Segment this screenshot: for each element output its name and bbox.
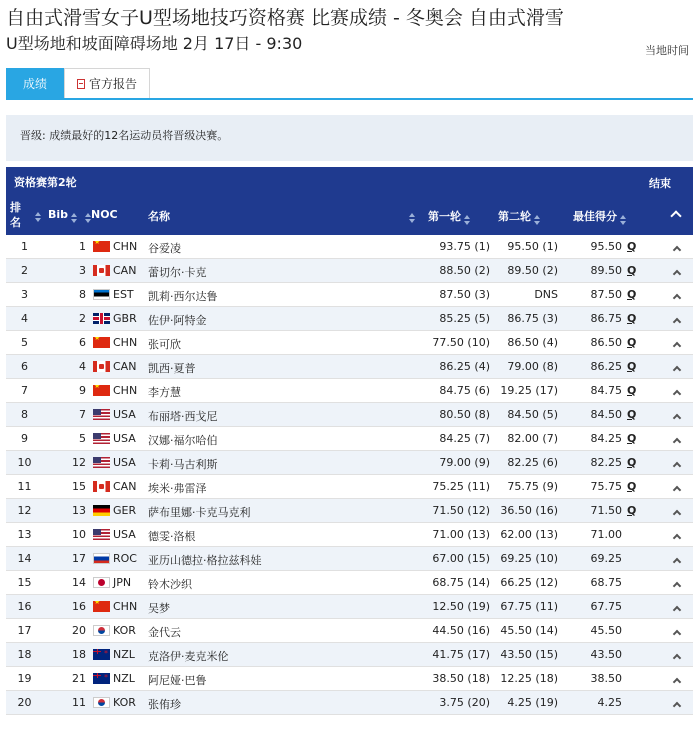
athlete-name[interactable]: 李方慧 [148,386,181,399]
round-title: 资格赛第2轮 [14,176,77,189]
flag-est-icon [93,289,110,300]
bib-cell: 20 [72,624,86,637]
athlete-name[interactable]: 克洛伊·麦克米伦 [148,650,229,663]
noc-cell: USA [113,408,136,421]
rank-cell: 20 [17,696,32,709]
rank-cell: 3 [21,288,28,301]
rank-cell: 2 [21,264,28,277]
qualified-badge: Q [627,288,637,301]
flag-can-icon [93,265,110,276]
best-score: 43.50 [590,648,622,661]
flag-chn-icon [93,601,110,612]
run1-score: 86.25 (4) [439,360,490,373]
row-collapse-icon[interactable] [674,651,680,664]
run2-score: DNS [534,288,558,301]
col-best-label: 最佳得分 [573,210,617,223]
bib-cell: 3 [79,264,86,277]
bib-cell: 16 [72,600,86,613]
best-score: 86.75 [590,312,622,325]
run1-score: 68.75 (14) [432,576,490,589]
row-collapse-icon[interactable] [674,699,680,712]
col-run1-label: 第一轮 [428,210,461,223]
qualified-badge: Q [627,384,637,397]
table-row[interactable] [6,571,693,595]
row-collapse-icon[interactable] [674,459,680,472]
noc-cell: CAN [113,264,137,277]
bib-cell: 13 [72,504,86,517]
athlete-name[interactable]: 阿尼娅·巴鲁 [148,674,207,687]
table-row[interactable] [6,259,693,283]
col-bib-label: Bib [48,208,69,221]
flag-kor-icon [93,697,110,708]
noc-cell: KOR [113,624,136,637]
best-score: 69.25 [590,552,622,565]
bib-cell: 17 [72,552,86,565]
run1-score: 80.50 (8) [439,408,490,421]
noc-cell: CAN [113,480,137,493]
noc-cell: USA [113,456,136,469]
row-collapse-icon[interactable] [674,627,680,640]
qualified-badge: Q [627,504,637,517]
row-collapse-icon[interactable] [674,387,680,400]
table-row[interactable] [6,403,693,427]
bib-cell: 10 [72,528,86,541]
collapse-all-icon[interactable] [672,210,680,223]
rank-cell: 14 [17,552,32,565]
col-run2-label: 第二轮 [498,210,531,223]
row-collapse-icon[interactable] [674,411,680,424]
run2-score: 12.25 (18) [500,672,558,685]
noc-cell: NZL [113,672,135,685]
bib-cell: 21 [72,672,86,685]
row-collapse-icon[interactable] [674,291,680,304]
rank-cell: 4 [21,312,28,325]
bib-cell: 14 [72,576,86,589]
best-score: 71.50 [590,504,622,517]
table-row[interactable] [6,499,693,523]
row-collapse-icon[interactable] [674,555,680,568]
bib-cell: 8 [79,288,86,301]
bib-cell: 5 [79,432,86,445]
run1-score: 71.50 (12) [432,504,490,517]
best-score: 67.75 [590,600,622,613]
best-score: 75.75 [590,480,622,493]
flag-nzl-icon [93,673,110,684]
flag-jpn-icon [93,577,110,588]
athlete-name[interactable]: 凯西·夏普 [148,362,196,375]
noc-cell: ROC [113,552,137,565]
sort-best-icon [620,215,626,219]
flag-kor-icon [93,625,110,636]
rank-cell: 16 [17,600,32,613]
rank-cell: 12 [17,504,32,517]
flag-roc-icon [93,553,110,564]
table-row[interactable] [6,451,693,475]
noc-cell: USA [113,432,136,445]
rank-cell: 6 [21,360,28,373]
sort-noc-icon[interactable] [82,208,91,221]
qualified-badge: Q [627,264,637,277]
row-collapse-icon[interactable] [674,531,680,544]
col-bib[interactable] [48,208,77,221]
sort-rank-icon[interactable] [32,207,41,220]
run1-score: 88.50 (2) [439,264,490,277]
flag-gbr-icon [93,313,110,324]
noc-cell: KOR [113,696,136,709]
athlete-name[interactable]: 萨布里娜·卡克马克利 [148,506,251,519]
rank-cell: 10 [17,456,32,469]
run2-score: 67.75 (11) [500,600,558,613]
noc-cell: CHN [113,600,138,613]
run1-score: 75.25 (11) [432,480,490,493]
row-collapse-icon[interactable] [674,315,680,328]
results-panel-header [6,167,693,195]
flag-usa-icon [93,529,110,540]
rank-cell: 18 [17,648,32,661]
table-row[interactable] [6,379,693,403]
noc-cell: JPN [113,576,132,589]
bib-cell: 15 [72,480,86,493]
table-row[interactable] [6,691,693,715]
run2-score: 36.50 (16) [500,504,558,517]
athlete-name[interactable]: 佐伊·阿特金 [148,314,207,327]
table-row[interactable] [6,427,693,451]
run2-score: 84.50 (5) [507,408,558,421]
best-score: 89.50 [590,264,622,277]
bib-cell: 9 [79,384,86,397]
row-collapse-icon[interactable] [674,267,680,280]
run2-score: 95.50 (1) [507,240,558,253]
run1-score: 3.75 (20) [439,696,490,709]
bib-cell: 1 [79,240,86,253]
results-table-header [6,195,693,235]
best-score: 84.75 [590,384,622,397]
flag-chn-icon [93,385,110,396]
table-row[interactable] [6,355,693,379]
noc-cell: USA [113,528,136,541]
table-row[interactable] [6,643,693,667]
run1-score: 77.50 (10) [432,336,490,349]
bib-cell: 7 [79,408,86,421]
table-row[interactable] [6,235,693,259]
table-row[interactable] [6,283,693,307]
run1-score: 79.00 (9) [439,456,490,469]
row-collapse-icon[interactable] [674,243,680,256]
run1-score: 85.25 (5) [439,312,490,325]
athlete-name[interactable]: 卡莉·马古利斯 [148,458,218,471]
local-time-label: 当地时间 [645,44,689,57]
col-run2[interactable] [498,208,540,224]
run2-score: 69.25 (10) [500,552,558,565]
bib-cell: 12 [72,456,86,469]
rank-cell: 5 [21,336,28,349]
qualified-badge: Q [627,480,637,493]
table-row[interactable] [6,475,693,499]
bib-cell: 6 [79,336,86,349]
flag-ger-icon [93,505,110,516]
qualification-notice: 晋级: 成绩最好的12名运动员将晋级决赛。 [6,115,693,161]
col-rank[interactable]: 排名 [10,201,21,229]
table-row[interactable] [6,619,693,643]
table-row[interactable] [6,595,693,619]
noc-cell: CHN [113,384,138,397]
run1-score: 12.50 (19) [432,600,490,613]
athlete-name[interactable]: 张侑珍 [148,698,181,711]
athlete-name[interactable]: 布丽塔·西戈尼 [148,410,218,423]
best-score: 82.25 [590,456,622,469]
run1-score: 38.50 (18) [432,672,490,685]
flag-chn-icon [93,337,110,348]
run2-score: 4.25 (19) [507,696,558,709]
best-score: 86.50 [590,336,622,349]
row-collapse-icon[interactable] [674,507,680,520]
athlete-name[interactable]: 张可欣 [148,338,181,351]
run2-score: 86.75 (3) [507,312,558,325]
bib-cell: 11 [72,696,86,709]
run2-score: 86.50 (4) [507,336,558,349]
athlete-name[interactable]: 蕾切尔·卡克 [148,266,207,279]
run1-score: 71.00 (13) [432,528,490,541]
row-collapse-icon[interactable] [674,675,680,688]
results-table-body [6,235,693,715]
run2-score: 45.50 (14) [500,624,558,637]
athlete-name[interactable]: 亚历山德拉·格拉兹科娃 [148,554,262,567]
rank-cell: 19 [17,672,32,685]
best-score: 68.75 [590,576,622,589]
rank-cell: 15 [17,576,32,589]
table-row[interactable] [6,523,693,547]
table-row[interactable] [6,667,693,691]
bib-cell: 2 [79,312,86,325]
tab-results[interactable]: 成绩 [6,68,64,98]
row-collapse-icon[interactable] [674,435,680,448]
tab-underline [6,98,693,100]
pdf-icon [77,79,85,89]
qualified-badge: Q [627,336,637,349]
table-row[interactable] [6,547,693,571]
sort-bib-icon [71,213,77,217]
flag-usa-icon [93,433,110,444]
best-score: 84.25 [590,432,622,445]
tab-official-report-label: 官方报告 [89,76,138,91]
bib-cell: 4 [79,360,86,373]
row-collapse-icon[interactable] [674,363,680,376]
run1-score: 84.25 (7) [439,432,490,445]
event-subtitle: U型场地和坡面障碍场地 2月 17日 - 9:30 [6,34,303,53]
col-noc[interactable]: NOC [91,208,118,221]
tab-official-report[interactable] [64,68,150,98]
sort-name-icon[interactable] [406,208,415,221]
tab-bar [6,68,150,98]
flag-usa-icon [93,409,110,420]
flag-can-icon [93,361,110,372]
run1-score: 87.50 (3) [439,288,490,301]
run1-score: 93.75 (1) [439,240,490,253]
col-name[interactable]: 名称 [148,210,170,223]
athlete-name[interactable]: 金代云 [148,626,181,639]
noc-cell: GER [113,504,137,517]
row-collapse-icon[interactable] [674,603,680,616]
flag-nzl-icon [93,649,110,660]
sort-run2-icon [534,215,540,219]
flag-can-icon [93,481,110,492]
flag-chn-icon [93,241,110,252]
table-row[interactable] [6,331,693,355]
row-collapse-icon[interactable] [674,579,680,592]
athlete-name[interactable]: 吴梦 [148,602,170,615]
row-collapse-icon[interactable] [674,483,680,496]
run2-score: 66.25 (12) [500,576,558,589]
page-title: 自由式滑雪女子U型场地技巧资格赛 比赛成绩 - 冬奥会 自由式滑雪 [6,7,564,29]
athlete-name[interactable]: 谷爱凌 [148,242,181,255]
noc-cell: GBR [113,312,137,325]
bib-cell: 18 [72,648,86,661]
qualified-badge: Q [627,432,637,445]
best-score: 71.00 [590,528,622,541]
athlete-name[interactable]: 铃木沙织 [148,578,192,591]
best-score: 38.50 [590,672,622,685]
rank-cell: 8 [21,408,28,421]
row-collapse-icon[interactable] [674,339,680,352]
run2-score: 75.75 (9) [507,480,558,493]
run2-score: 43.50 (15) [500,648,558,661]
run1-score: 67.00 (15) [432,552,490,565]
qualified-badge: Q [627,456,637,469]
rank-cell: 13 [17,528,32,541]
qualified-badge: Q [627,360,637,373]
noc-cell: CAN [113,360,137,373]
athlete-name[interactable]: 凯莉·西尔达鲁 [148,290,218,303]
best-score: 4.25 [597,696,622,709]
athlete-name[interactable]: 汉娜·福尔哈伯 [148,434,218,447]
rank-cell: 7 [21,384,28,397]
status-ended: 结束 [649,177,671,190]
best-score: 95.50 [590,240,622,253]
rank-cell: 17 [17,624,32,637]
athlete-name[interactable]: 德雯·洛根 [148,530,196,543]
best-score: 87.50 [590,288,622,301]
run1-score: 44.50 (16) [432,624,490,637]
run1-score: 84.75 (6) [439,384,490,397]
run2-score: 79.00 (8) [507,360,558,373]
best-score: 86.25 [590,360,622,373]
best-score: 84.50 [590,408,622,421]
athlete-name[interactable]: 埃米·弗雷泽 [148,482,207,495]
run2-score: 89.50 (2) [507,264,558,277]
qualified-badge: Q [627,408,637,421]
run2-score: 82.00 (7) [507,432,558,445]
run1-score: 41.75 (17) [432,648,490,661]
rank-cell: 9 [21,432,28,445]
table-row[interactable] [6,307,693,331]
noc-cell: NZL [113,648,135,661]
col-best[interactable] [573,208,626,224]
sort-run1-icon [464,215,470,219]
rank-cell: 11 [17,480,32,493]
run2-score: 82.25 (6) [507,456,558,469]
noc-cell: EST [113,288,134,301]
noc-cell: CHN [113,336,138,349]
flag-usa-icon [93,457,110,468]
rank-cell: 1 [21,240,28,253]
noc-cell: CHN [113,240,138,253]
col-run1[interactable] [428,208,470,224]
qualified-badge: Q [627,240,637,253]
run2-score: 19.25 (17) [500,384,558,397]
run2-score: 62.00 (13) [500,528,558,541]
best-score: 45.50 [590,624,622,637]
qualified-badge: Q [627,312,637,325]
